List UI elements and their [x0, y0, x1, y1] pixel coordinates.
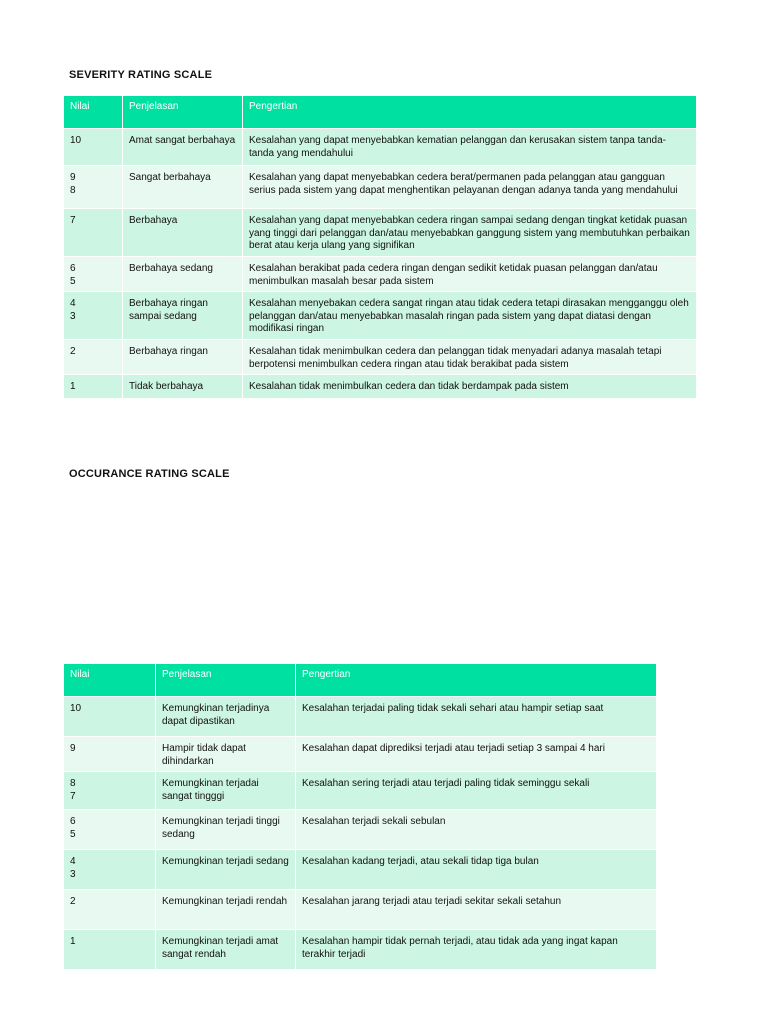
occurance-title: OCCURANCE RATING SCALE	[69, 468, 230, 480]
table-row	[64, 257, 697, 292]
header-pengertian: Pengertian	[296, 664, 657, 697]
table-row	[64, 375, 697, 399]
cell-pengertian: Kesalahan kadang terjadi, atau sekali tidap tiga bulan	[296, 850, 657, 890]
cell-nilai: 10	[64, 129, 123, 166]
header-nilai: Nilai	[64, 96, 123, 129]
cell-pengertian: Kesalahan berakibat pada cedera ringan dengan sedikit ketidak puasan pelanggan dan/atau menimbulkan masalah besar pada sistem	[243, 257, 697, 292]
cell-pengertian: Kesalahan hampir tidak pernah terjadi, atau tidak ada yang ingat kapan terakhir terjadi	[296, 930, 657, 970]
cell-nilai: 1	[64, 930, 156, 970]
cell-nilai: 9	[64, 737, 156, 772]
cell-nilai: 4 3	[64, 292, 123, 340]
cell-pengertian: Kesalahan sering terjadi atau terjadi paling tidak seminggu sekali	[296, 772, 657, 810]
cell-penjelasan: Berbahaya ringan	[123, 340, 243, 375]
table-header-row	[64, 664, 657, 697]
cell-pengertian: Kesalahan yang dapat menyebabkan kematian pelanggan dan kerusakan sistem tanpa tanda-tanda yang mendahului	[243, 129, 697, 166]
header-penjelasan: Penjelasan	[156, 664, 296, 697]
cell-pengertian: Kesalahan yang dapat menyebabkan cedera ringan sampai sedang dengan tingkat ketidak puasan yang tinggi dari pelanggan dan/atau menyebabkan ganggung sistem yang membutuhkan perbaikan berat atau kerja ulang yang signifikan	[243, 209, 697, 257]
cell-nilai: 8 7	[64, 772, 156, 810]
table-row	[64, 292, 697, 340]
header-pengertian: Pengertian	[243, 96, 697, 129]
table-row	[64, 890, 657, 930]
cell-pengertian: Kesalahan tidak menimbulkan cedera dan tidak berdampak pada sistem	[243, 375, 697, 399]
cell-penjelasan: Sangat berbahaya	[123, 166, 243, 209]
cell-nilai: 1	[64, 375, 123, 399]
cell-nilai: 6 5	[64, 810, 156, 850]
cell-penjelasan: Berbahaya ringan sampai sedang	[123, 292, 243, 340]
cell-pengertian: Kesalahan jarang terjadi atau terjadi sekitar sekali setahun	[296, 890, 657, 930]
cell-pengertian: Kesalahan dapat diprediksi terjadi atau terjadi setiap 3 sampai 4 hari	[296, 737, 657, 772]
cell-pengertian: Kesalahan yang dapat menyebabkan cedera berat/permanen pada pelanggan atau gangguan serius pada sistem yang dapat menghentikan pelayanan dengan adanya tanda yang mendahului	[243, 166, 697, 209]
cell-nilai: 2	[64, 340, 123, 375]
cell-nilai: 6 5	[64, 257, 123, 292]
cell-nilai: 4 3	[64, 850, 156, 890]
cell-penjelasan: Kemungkinan terjadi sedang	[156, 850, 296, 890]
cell-pengertian: Kesalahan menyebakan cedera sangat ringan atau tidak cedera tetapi dirasakan mengganggu oleh pelanggan dan/atau menyebabkan masalah ringan pada sistem yang dapat diatasi dengan modifikasi ringan	[243, 292, 697, 340]
cell-penjelasan: Kemungkinan terjadi tinggi sedang	[156, 810, 296, 850]
cell-penjelasan: Tidak berbahaya	[123, 375, 243, 399]
header-nilai: Nilai	[64, 664, 156, 697]
cell-penjelasan: Kemungkinan terjadi amat sangat rendah	[156, 930, 296, 970]
table-row	[64, 772, 657, 810]
severity-title: SEVERITY RATING SCALE	[69, 69, 213, 81]
table-row	[64, 166, 697, 209]
header-penjelasan: Penjelasan	[123, 96, 243, 129]
cell-penjelasan: Berbahaya sedang	[123, 257, 243, 292]
table-row	[64, 737, 657, 772]
table-header-row	[64, 96, 697, 129]
cell-nilai: 2	[64, 890, 156, 930]
table-row	[64, 209, 697, 257]
table-row	[64, 129, 697, 166]
cell-pengertian: Kesalahan terjadi sekali sebulan	[296, 810, 657, 850]
occurance-rating-table	[64, 664, 657, 970]
table-row	[64, 930, 657, 970]
table-row	[64, 850, 657, 890]
cell-pengertian: Kesalahan tidak menimbulkan cedera dan pelanggan tidak menyadari adanya masalah tetapi berpotensi menimbulkan cedera ringan atau tidak berakibat pada sistem	[243, 340, 697, 375]
cell-penjelasan: Berbahaya	[123, 209, 243, 257]
cell-nilai: 9 8	[64, 166, 123, 209]
cell-penjelasan: Kemungkinan terjadi rendah	[156, 890, 296, 930]
table-row	[64, 340, 697, 375]
cell-penjelasan: Kemungkinan terjadinya dapat dipastikan	[156, 697, 296, 737]
table-row	[64, 697, 657, 737]
table-row	[64, 810, 657, 850]
cell-nilai: 7	[64, 209, 123, 257]
cell-penjelasan: Amat sangat berbahaya	[123, 129, 243, 166]
cell-penjelasan: Hampir tidak dapat dihindarkan	[156, 737, 296, 772]
severity-rating-table	[64, 96, 697, 399]
cell-nilai: 10	[64, 697, 156, 737]
cell-penjelasan: Kemungkinan terjadai sangat tingggi	[156, 772, 296, 810]
cell-pengertian: Kesalahan terjadai paling tidak sekali sehari atau hampir setiap saat	[296, 697, 657, 737]
